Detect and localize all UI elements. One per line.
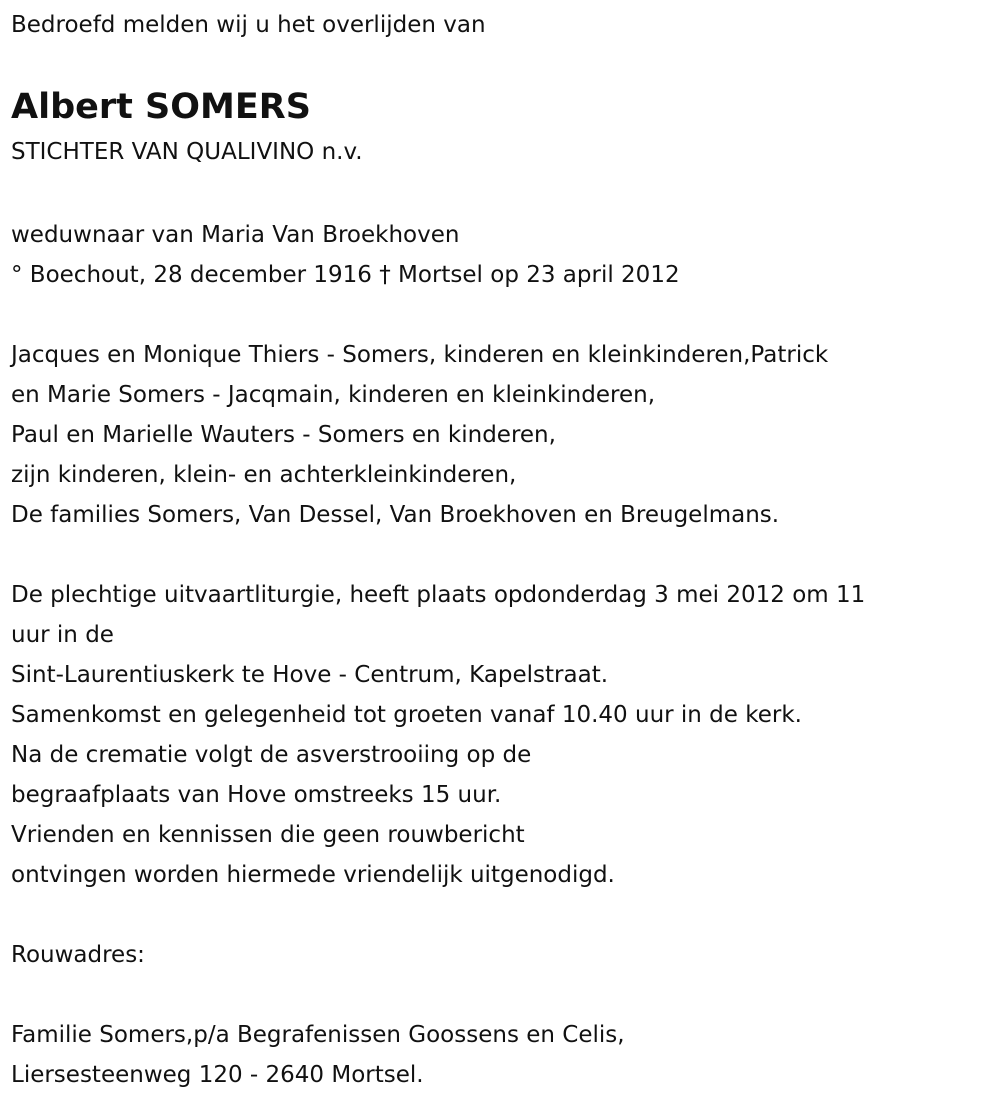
ceremony-line: De plechtige uitvaartliturgie, heeft plaats opdonderdag 3 mei 2012 om 11: [11, 582, 866, 608]
address-label: Rouwadres:: [11, 942, 145, 968]
spacer: [11, 535, 865, 575]
family-line: Jacques en Monique Thiers - Somers, kinderen en kleinkinderen,Patrick: [11, 342, 829, 368]
ceremony-line: begraafplaats van Hove omstreeks 15 uur.: [11, 782, 502, 808]
ceremony-line: Samenkomst en gelegenheid tot groeten vanaf 10.40 uur in de kerk.: [11, 702, 802, 728]
deceased-name: Albert SOMERS: [11, 87, 311, 127]
family-line: zijn kinderen, klein- en achterkleinkinderen,: [11, 462, 517, 488]
ceremony-line: ontvingen worden hiermede vriendelijk uitgenodigd.: [11, 862, 615, 888]
spacer: [11, 295, 865, 335]
ceremony-line: Sint-Laurentiuskerk te Hove - Centrum, Kapelstraat.: [11, 662, 609, 688]
deceased-title: STICHTER VAN QUALIVINO n.v.: [11, 139, 363, 165]
spacer: [11, 975, 865, 1015]
family-line: en Marie Somers - Jacqmain, kinderen en kleinkinderen,: [11, 382, 655, 408]
family-line: De families Somers, Van Dessel, Van Broekhoven en Breugelmans.: [11, 502, 780, 528]
spacer: [11, 895, 865, 935]
address-line: Familie Somers,p/a Begrafenissen Goossens en Celis,: [11, 1022, 625, 1048]
spacer: [11, 45, 865, 85]
family-line: Paul en Marielle Wauters - Somers en kinderen,: [11, 422, 556, 448]
address-line: Liersesteenweg 120 - 2640 Mortsel.: [11, 1062, 424, 1088]
ceremony-line: Vrienden en kennissen die geen rouwbericht: [11, 822, 525, 848]
ceremony-line: uur in de: [11, 622, 114, 648]
spacer: [11, 175, 865, 215]
spouse-line: weduwnaar van Maria Van Broekhoven: [11, 222, 460, 248]
ceremony-line: Na de crematie volgt de asverstrooiing op de: [11, 742, 532, 768]
birth-death-line: ° Boechout, 28 december 1916 † Mortsel op 23 april 2012: [11, 262, 680, 288]
obituary-notice: [11, 5, 865, 1095]
intro-text: Bedroefd melden wij u het overlijden van: [11, 12, 486, 38]
